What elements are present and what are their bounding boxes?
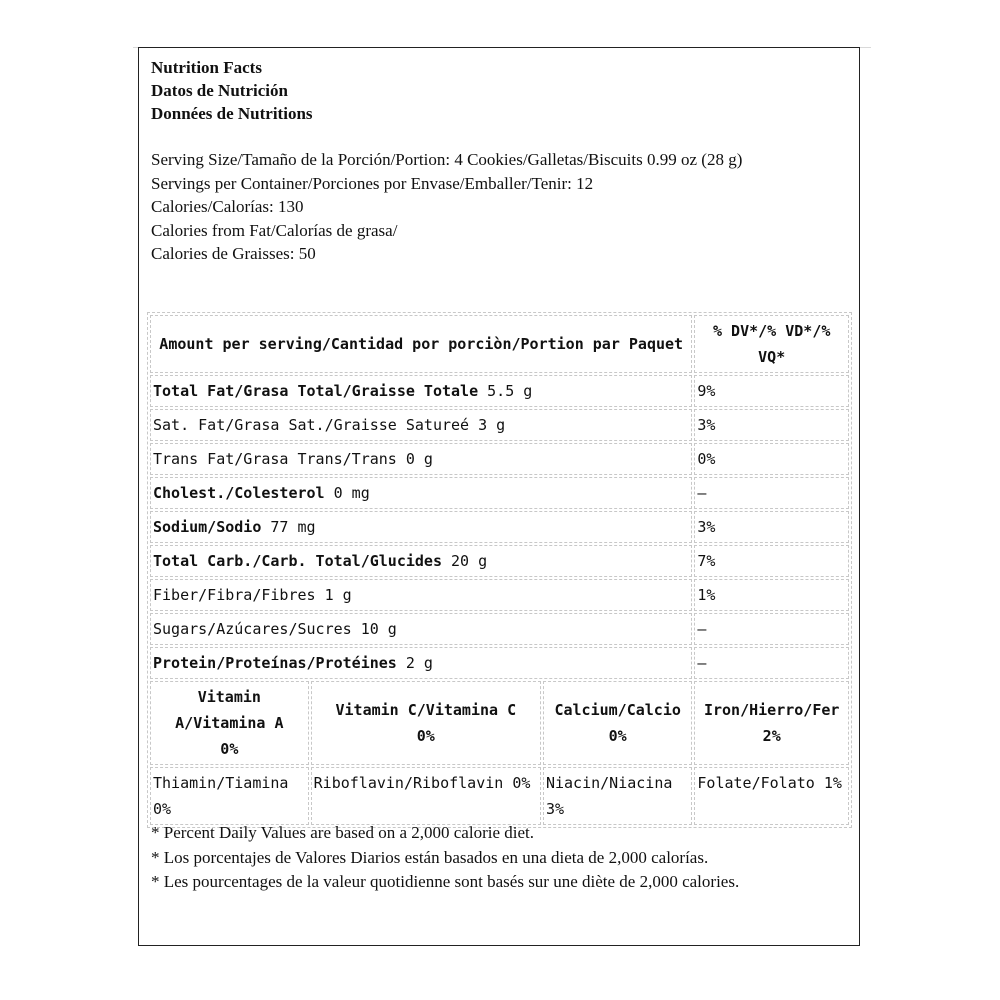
niacin-cell	[543, 767, 692, 825]
nutrient-label: Total Fat/Grasa Total/Graisse Totale	[153, 382, 479, 400]
nutrient-amount: 20 g	[451, 552, 488, 570]
mineral-value: 3%	[545, 800, 565, 818]
table-row	[150, 443, 849, 475]
nutrient-cell	[150, 443, 692, 475]
mineral-label: Folate/Folato	[697, 774, 815, 792]
calories-from-fat-line2: Calories de Graisses: 50	[151, 244, 316, 263]
table-row	[150, 579, 849, 611]
nutrient-label: Sodium/Sodio	[153, 518, 262, 536]
vitamin-label: Iron/Hierro/Fer	[703, 701, 840, 719]
nutrient-dv: 0%	[694, 443, 849, 475]
nutrient-cell	[150, 511, 692, 543]
folate-cell	[694, 767, 849, 825]
nutrient-amount: 10 g	[360, 620, 397, 638]
vitamin-a-cell	[150, 681, 309, 765]
nutrient-dv: —	[694, 647, 849, 679]
table-row	[150, 545, 849, 577]
vitamin-value: 0%	[220, 740, 239, 758]
table-row	[150, 477, 849, 509]
nutrient-cell	[150, 409, 692, 441]
nutrient-amount: 2 g	[405, 654, 433, 672]
nutrient-label: Trans Fat/Grasa Trans/Trans	[153, 450, 397, 468]
table-row	[150, 647, 849, 679]
nutrient-dv: 3%	[694, 511, 849, 543]
vitamin-c-cell	[311, 681, 541, 765]
table-row	[150, 409, 849, 441]
nutrient-label: Total Carb./Carb. Total/Glucides	[153, 552, 442, 570]
nutrient-amount: 1 g	[324, 586, 352, 604]
nutrient-label: Cholest./Colesterol	[153, 484, 325, 502]
iron-cell	[694, 681, 849, 765]
nutrient-amount: 0 g	[405, 450, 433, 468]
header-amount-per-serving: Amount per serving/Cantidad por porciòn/Portion par Paquet	[150, 315, 692, 373]
nutrient-cell	[150, 579, 692, 611]
mineral-label: Riboflavin/Riboflavin	[313, 774, 504, 792]
nutrient-dv: 9%	[694, 375, 849, 407]
table-header-row	[150, 315, 849, 373]
title-english: Nutrition Facts	[151, 58, 262, 77]
nutrient-amount: 3 g	[478, 416, 506, 434]
mineral-label: Niacin/Niacina	[545, 774, 673, 792]
nutrient-cell	[150, 477, 692, 509]
nutrient-dv: —	[694, 613, 849, 645]
mineral-value: 0%	[512, 774, 531, 792]
nutrient-amount: 77 mg	[270, 518, 316, 536]
vitamin-label: Vitamin C/Vitamina C	[335, 701, 517, 719]
nutrient-cell	[150, 613, 692, 645]
table-row	[150, 613, 849, 645]
nutrient-cell	[150, 375, 692, 407]
serving-size: Serving Size/Tamaño de la Porción/Portion: 4 Cookies/Galletas/Biscuits 0.99 oz (28 g)	[151, 150, 743, 169]
header-daily-value: % DV*/% VD*/% VQ*	[694, 315, 849, 373]
table-row	[150, 511, 849, 543]
vitamin-value: 0%	[416, 727, 435, 745]
nutrient-cell	[150, 545, 692, 577]
nutrient-dv: —	[694, 477, 849, 509]
footnote-french: * Les pourcentages de la valeur quotidienne sont basés sur une diète de 2,000 calories.	[151, 872, 740, 891]
vitamin-label: Vitamin A/Vitamina A	[175, 688, 284, 732]
serving-info	[151, 148, 841, 266]
nutrient-dv: 1%	[694, 579, 849, 611]
calories-from-fat-line1: Calories from Fat/Calorías de grasa/	[151, 220, 398, 240]
nutrient-amount: 0 mg	[333, 484, 370, 502]
calcium-cell	[543, 681, 692, 765]
calories: Calories/Calorías: 130	[151, 197, 304, 216]
footnote-spanish: * Los porcentajes de Valores Diarios están basados en una dieta de 2,000 calorías.	[151, 847, 709, 867]
mineral-row	[150, 767, 849, 825]
nutrition-label	[138, 47, 860, 946]
riboflavin-cell	[311, 767, 541, 825]
vitamin-value: 2%	[762, 727, 781, 745]
title-french: Données de Nutritions	[151, 104, 313, 123]
thiamin-cell	[150, 767, 309, 825]
nutrient-dv: 7%	[694, 545, 849, 577]
servings-per-container: Servings per Container/Porciones por Envase/Emballer/Tenir: 12	[151, 173, 594, 193]
footnote-english: * Percent Daily Values are based on a 2,000 calorie diet.	[151, 823, 534, 842]
nutrient-cell	[150, 647, 692, 679]
label-header	[151, 56, 313, 125]
vitamin-value: 0%	[608, 727, 627, 745]
nutrient-table	[147, 312, 852, 828]
nutrient-amount: 5.5 g	[487, 382, 533, 400]
nutrient-label: Sat. Fat/Grasa Sat./Graisse Satureé	[153, 416, 470, 434]
nutrient-label: Fiber/Fibra/Fibres	[153, 586, 316, 604]
nutrient-label: Sugars/Azúcares/Sucres	[153, 620, 352, 638]
mineral-label: Thiamin/Tiamina	[153, 774, 289, 792]
footnotes	[151, 821, 846, 895]
nutrient-label: Protein/Proteínas/Protéines	[153, 654, 397, 672]
vitamin-label: Calcium/Calcio	[554, 701, 681, 719]
table-row	[150, 375, 849, 407]
mineral-value: 1%	[823, 774, 842, 792]
vitamin-row	[150, 681, 849, 765]
title-spanish: Datos de Nutrición	[151, 81, 288, 100]
nutrient-dv: 3%	[694, 409, 849, 441]
mineral-value: 0%	[153, 800, 172, 818]
